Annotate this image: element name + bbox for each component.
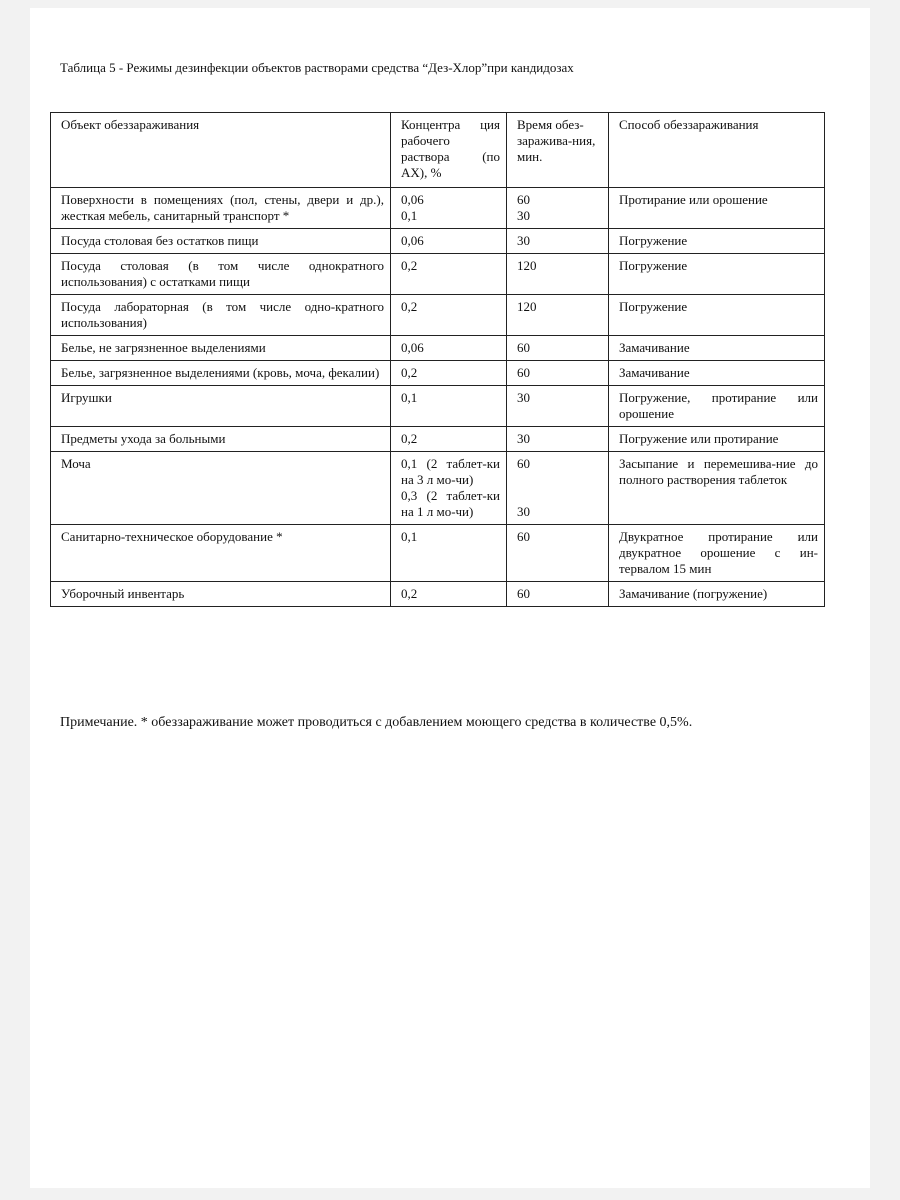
cell-method: Замачивание bbox=[609, 361, 825, 386]
cell-method: Погружение bbox=[609, 229, 825, 254]
cell-concentration: 0,2 bbox=[391, 295, 507, 336]
cell-object: Посуда столовая без остатков пищи bbox=[51, 229, 391, 254]
cell-time: 60 bbox=[507, 525, 609, 582]
cell-concentration: 0,06 bbox=[391, 229, 507, 254]
cell-method: Двукратное протирание или двукратное орошение с ин-тервалом 15 мин bbox=[609, 525, 825, 582]
cell-time: 120 bbox=[507, 295, 609, 336]
cell-time: 60 bbox=[507, 582, 609, 607]
table-row bbox=[51, 188, 825, 229]
header-method: Способ обеззараживания bbox=[609, 113, 825, 188]
cell-concentration: 0,2 bbox=[391, 427, 507, 452]
table-row bbox=[51, 361, 825, 386]
cell-method: Протирание или орошение bbox=[609, 188, 825, 229]
cell-object: Игрушки bbox=[51, 386, 391, 427]
header-time: Время обез-заражива-ния, мин. bbox=[507, 113, 609, 188]
cell-method: Замачивание (погружение) bbox=[609, 582, 825, 607]
table-row bbox=[51, 336, 825, 361]
cell-concentration: 0,1 bbox=[391, 525, 507, 582]
cell-object: Белье, не загрязненное выделениями bbox=[51, 336, 391, 361]
cell-time: 30 bbox=[507, 229, 609, 254]
disinfection-regimes-table bbox=[50, 112, 825, 607]
cell-concentration: 0,2 bbox=[391, 254, 507, 295]
cell-method: Замачивание bbox=[609, 336, 825, 361]
cell-method: Погружение bbox=[609, 254, 825, 295]
table-header-row bbox=[51, 113, 825, 188]
header-concentration: Концентра ция рабочего раствора (по АХ), % bbox=[391, 113, 507, 188]
table-row bbox=[51, 386, 825, 427]
table-note: Примечание. * обеззараживание может проводиться с добавлением моющего средства в количестве 0,5%. bbox=[60, 715, 693, 730]
table-row bbox=[51, 582, 825, 607]
cell-method: Погружение bbox=[609, 295, 825, 336]
cell-concentration: 0,1 (2 таблет-ки на 3 л мо-чи) 0,3 (2 таблет-ки на 1 л мо-чи) bbox=[391, 452, 507, 525]
cell-object: Санитарно-техническое оборудование * bbox=[51, 525, 391, 582]
cell-object: Уборочный инвентарь bbox=[51, 582, 391, 607]
table-row bbox=[51, 452, 825, 525]
table-row bbox=[51, 295, 825, 336]
cell-concentration: 0,06 bbox=[391, 336, 507, 361]
table-row bbox=[51, 229, 825, 254]
cell-time: 60 30 bbox=[507, 452, 609, 525]
cell-time: 60 30 bbox=[507, 188, 609, 229]
cell-method: Засыпание и перемешива-ние до полного растворения таблеток bbox=[609, 452, 825, 525]
table-caption: Таблица 5 - Режимы дезинфекции объектов растворами средства “Дез-Хлор”при кандидозах bbox=[60, 60, 574, 75]
cell-object: Белье, загрязненное выделениями (кровь, моча, фекалии) bbox=[51, 361, 391, 386]
cell-object: Предметы ухода за больными bbox=[51, 427, 391, 452]
cell-concentration: 0,2 bbox=[391, 361, 507, 386]
cell-method: Погружение, протирание или орошение bbox=[609, 386, 825, 427]
cell-time: 30 bbox=[507, 386, 609, 427]
cell-object: Посуда лабораторная (в том числе одно-кратного использования) bbox=[51, 295, 391, 336]
table-row bbox=[51, 525, 825, 582]
cell-time: 120 bbox=[507, 254, 609, 295]
cell-concentration: 0,06 0,1 bbox=[391, 188, 507, 229]
header-object: Объект обеззараживания bbox=[51, 113, 391, 188]
cell-object: Моча bbox=[51, 452, 391, 525]
cell-concentration: 0,2 bbox=[391, 582, 507, 607]
table-body bbox=[51, 188, 825, 607]
table-row bbox=[51, 254, 825, 295]
cell-method: Погружение или протирание bbox=[609, 427, 825, 452]
cell-concentration: 0,1 bbox=[391, 386, 507, 427]
cell-object: Поверхности в помещениях (пол, стены, двери и др.), жесткая мебель, санитарный транспорт * bbox=[51, 188, 391, 229]
cell-time: 60 bbox=[507, 336, 609, 361]
cell-time: 60 bbox=[507, 361, 609, 386]
table-row bbox=[51, 427, 825, 452]
cell-time: 30 bbox=[507, 427, 609, 452]
cell-object: Посуда столовая (в том числе однократного использования) с остатками пищи bbox=[51, 254, 391, 295]
